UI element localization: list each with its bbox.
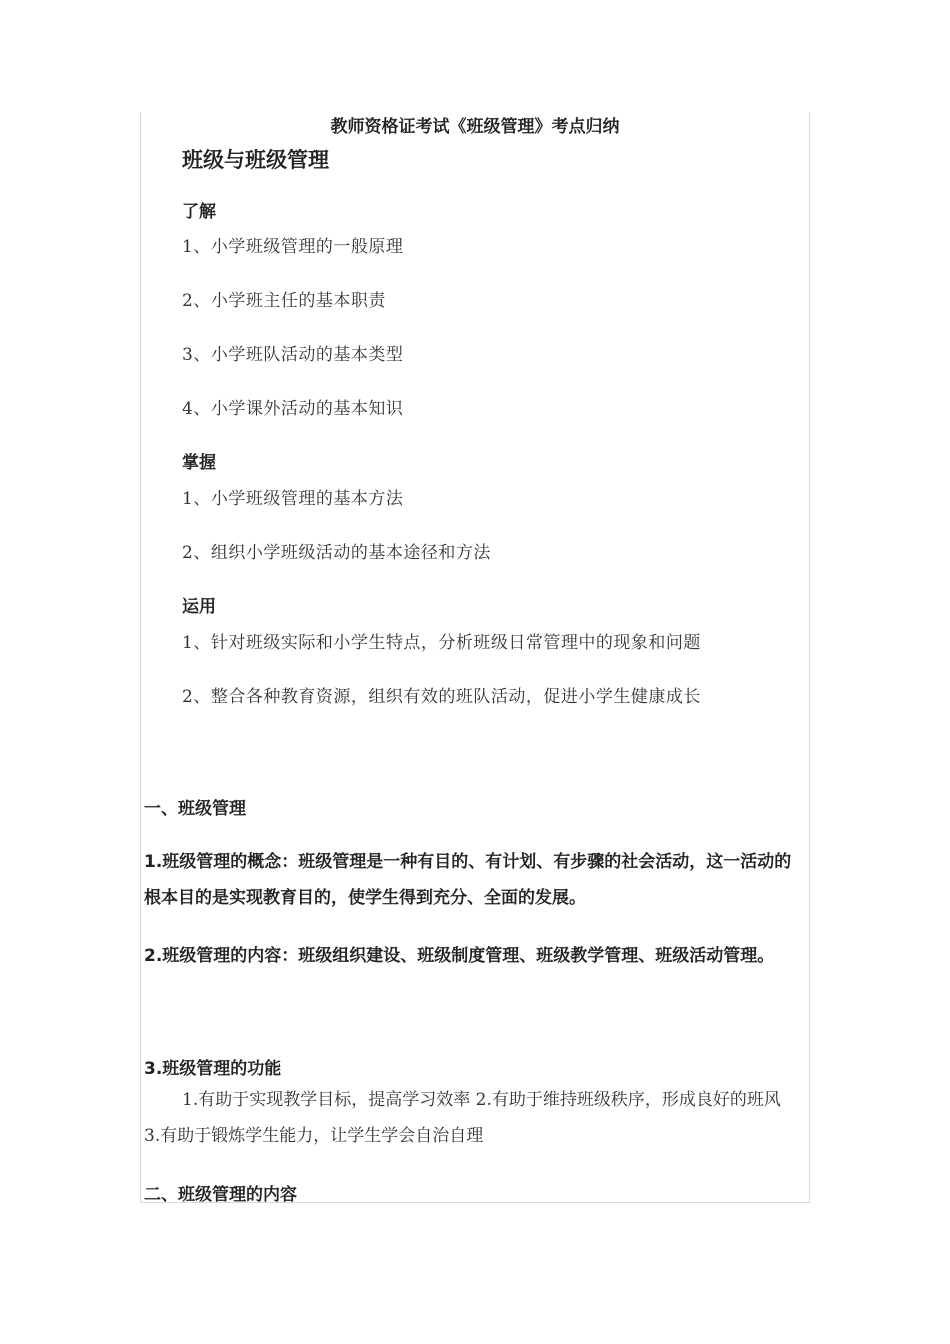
chapter-heading: 班级与班级管理: [182, 148, 329, 172]
list-item: 4、小学课外活动的基本知识: [182, 399, 404, 419]
list-item: 1、针对班级实际和小学生特点，分析班级日常管理中的现象和问题: [182, 633, 701, 653]
document-title: 教师资格证考试《班级管理》考点归纳: [330, 117, 620, 137]
list-item: 1、小学班级管理的一般原理: [182, 237, 404, 257]
page-frame: [140, 112, 810, 1203]
group-heading-master: 掌握: [182, 453, 216, 473]
list-item: 2、整合各种教育资源，组织有效的班队活动，促进小学生健康成长: [182, 687, 701, 707]
section-heading-2: 二、班级管理的内容: [144, 1185, 297, 1205]
paragraph-function: 1.有助于实现教学目标，提高学习效率 2.有助于维持班级秩序，形成良好的班风 3.有助于锻炼学生能力，让学生学会自治自理: [144, 1090, 781, 1146]
group-heading-apply: 运用: [182, 597, 216, 617]
paragraph-concept: 1.班级管理的概念：班级管理是一种有目的、有计划、有步骤的社会活动，这一活动的根本目的是实现教育目的，使学生得到充分、全面的发展。: [144, 852, 792, 908]
section-heading-1: 一、班级管理: [144, 799, 246, 819]
list-item: 3、小学班队活动的基本类型: [182, 345, 404, 365]
group-heading-understand: 了解: [182, 202, 216, 222]
list-item: 2、组织小学班级活动的基本途径和方法: [182, 543, 491, 563]
list-item: 2、小学班主任的基本职责: [182, 291, 386, 311]
list-item: 1、小学班级管理的基本方法: [182, 489, 404, 509]
function-heading: 3.班级管理的功能: [144, 1059, 282, 1079]
paragraph-content: 2.班级管理的内容：班级组织建设、班级制度管理、班级教学管理、班级活动管理。: [144, 946, 775, 966]
